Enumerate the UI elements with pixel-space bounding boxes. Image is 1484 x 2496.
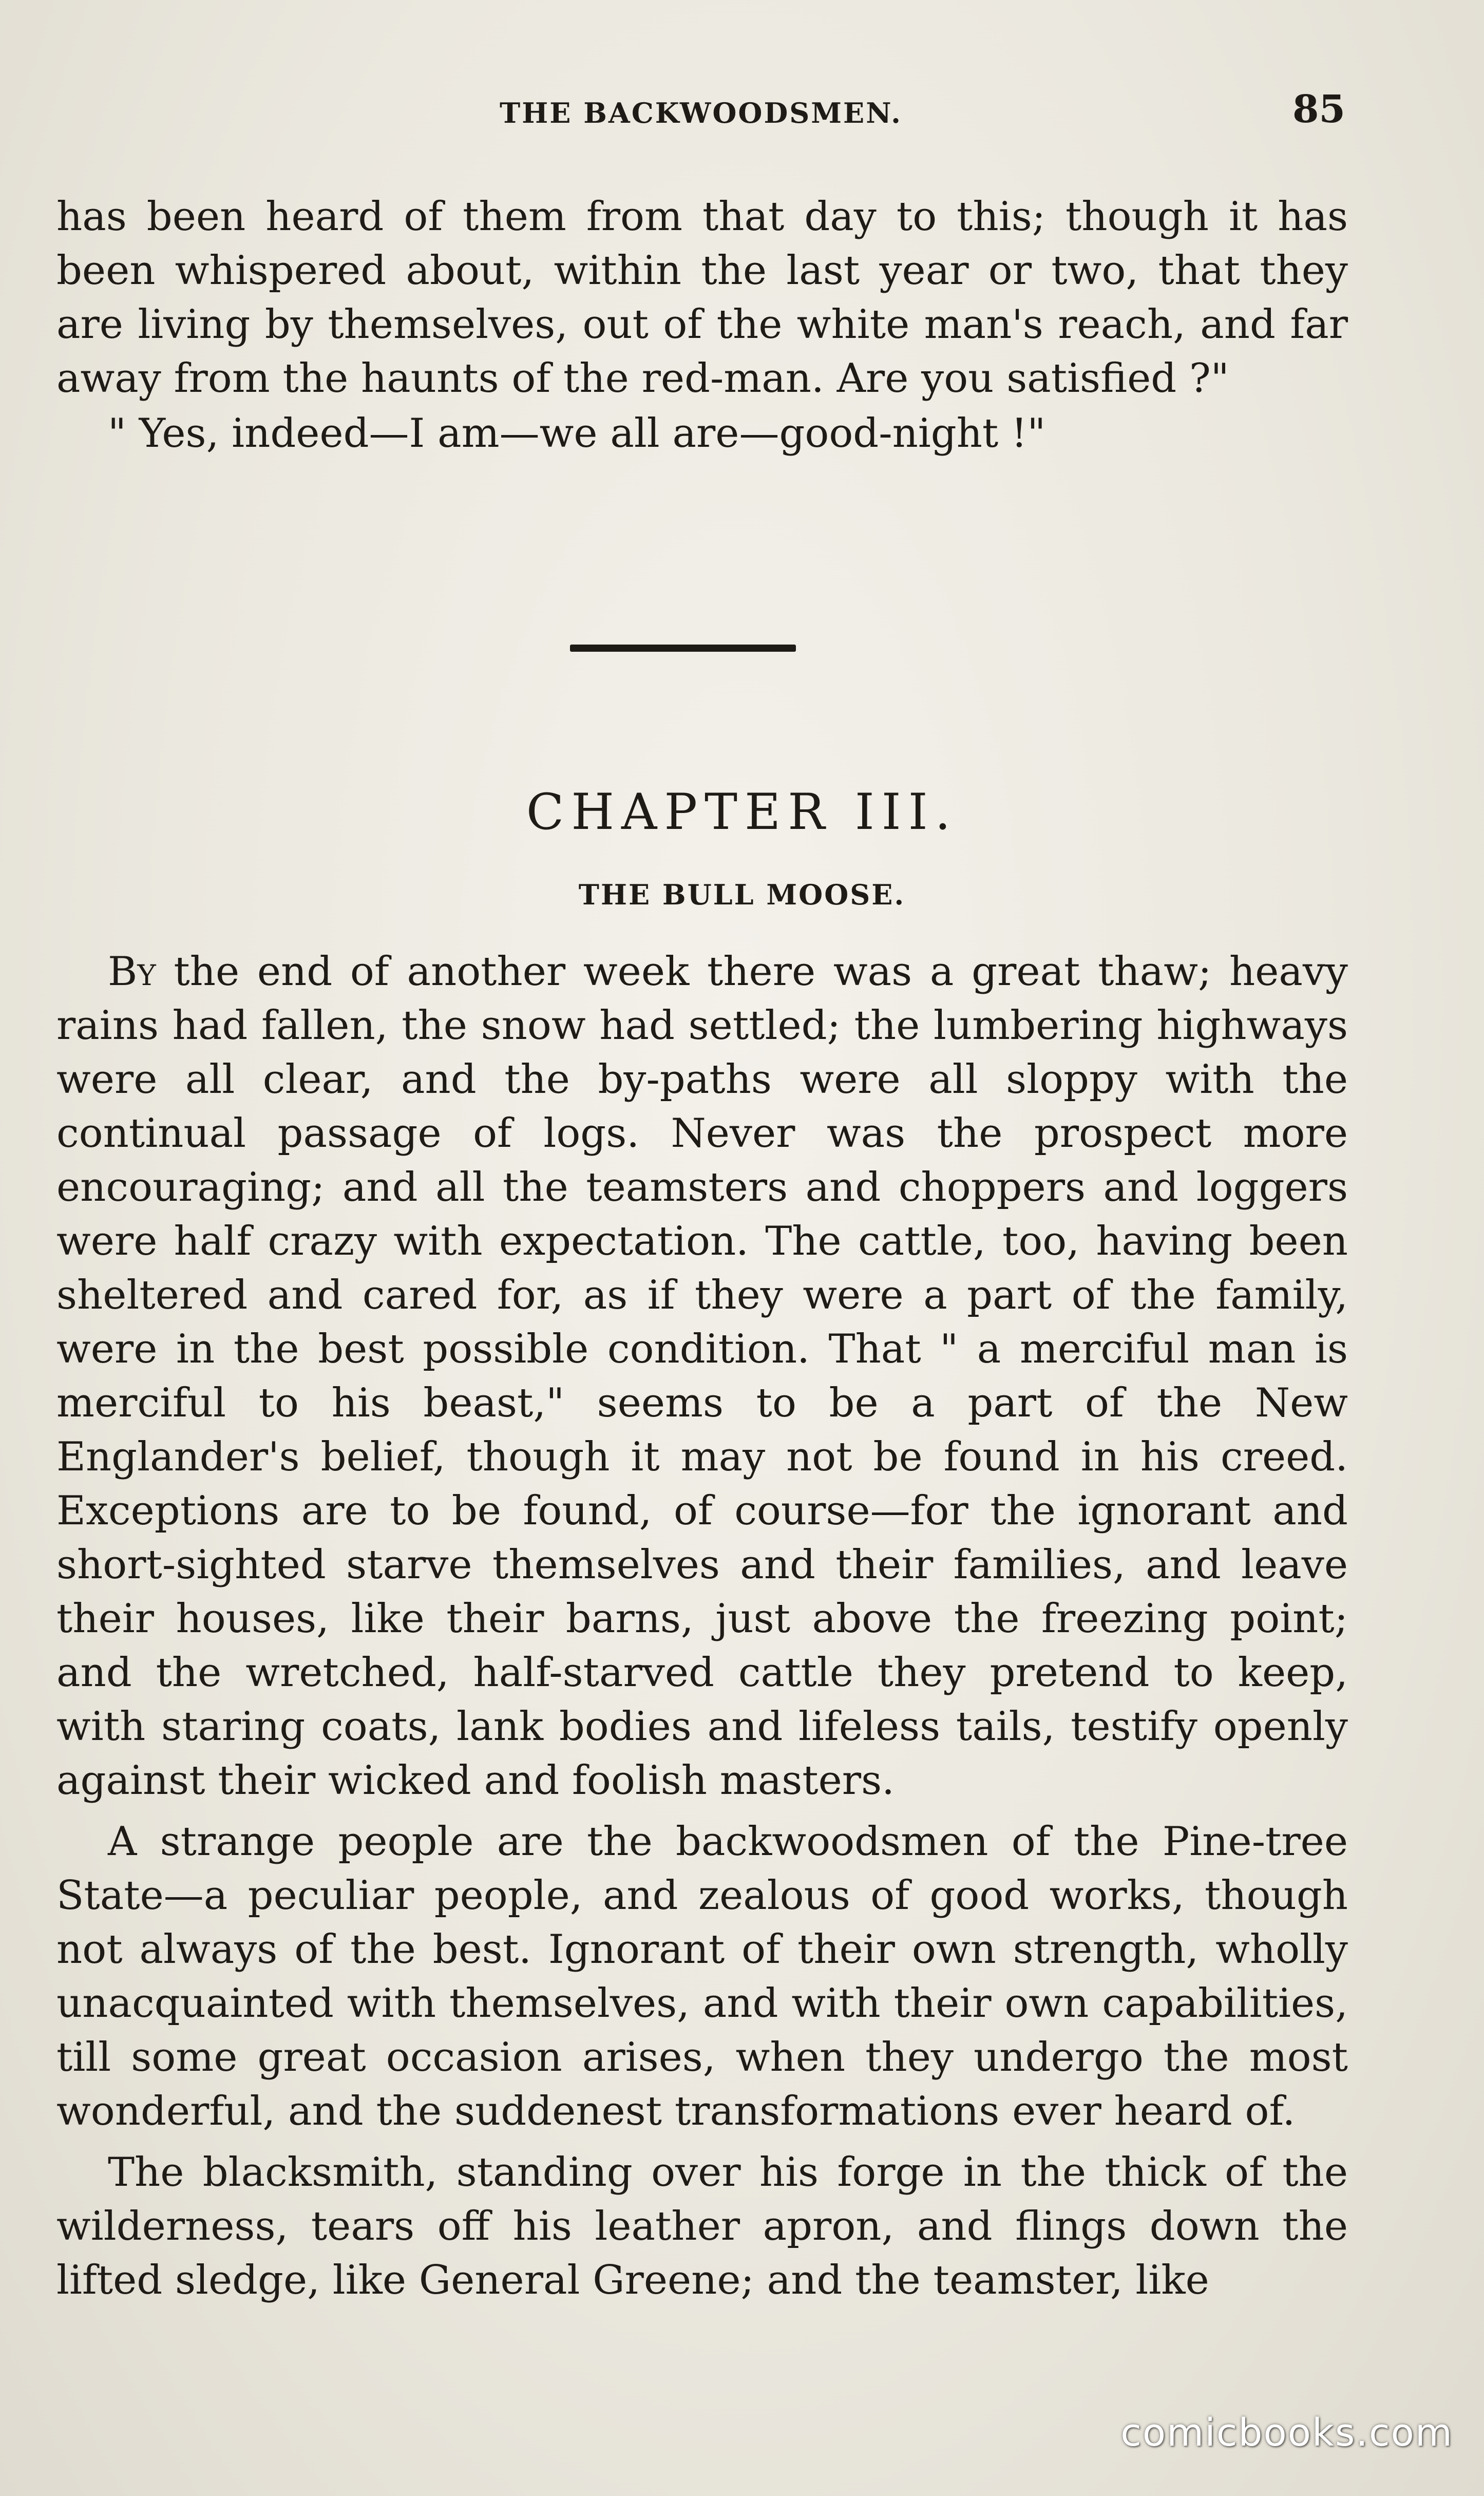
- chapter-subtitle: THE BULL MOOSE.: [578, 878, 906, 911]
- page-header: [56, 87, 1345, 149]
- page-number: 85: [1292, 87, 1345, 131]
- chapter-title: CHAPTER III.: [526, 783, 958, 841]
- continuation-paragraph: has been heard of them from that day to this; though it has been whispered about, within the last year or two, that they are living by themselves, out of the white man's reach, and far away from the haunts of the red-man. Are you satisfied ?": [56, 194, 1348, 402]
- section-divider: [570, 645, 796, 652]
- previous-chapter-ending: [56, 190, 1348, 461]
- watermark: comicbooks.com: [1120, 2411, 1453, 2455]
- paragraph-2: A strange people are the backwoodsmen of the Pine-tree State—a peculiar people, and zealous of good works, though not always of the best. Ignorant of their own strength, wholly unacquainted with themselves, and with their own capabilities, till some great occasion arises, when they undergo the most wonderful, and the suddenest transformations ever heard of.: [56, 1819, 1348, 2134]
- dialogue-line: " Yes, indeed—I am—we all are—good-night !": [108, 410, 1046, 457]
- paragraph-1: [56, 945, 1348, 1808]
- paragraph-1-text: the end of another week there was a great thaw; heavy rains had fallen, the snow had settled; the lumbering highways were all clear, and the by-paths were all sloppy with the continual passage of logs. Never was the prospect more encouraging; and all the teamsters and choppers and loggers were half crazy with expectation. The cattle, too, having been sheltered and cared for, as if they were a part of the family, were in the best possible condition. That " a merciful man is merciful to his beast," seems to be a part of the New Englander's belief, though it may not be found in his creed. Exceptions are to be found, of course—for the ignorant and short-sighted starve themselves and their families, and leave their houses, like their barns, just above the freezing point; and the wretched, half-starved cattle they pretend to keep, with staring coats, lank bodies and lifeless tails, testify openly against their wicked and foolish masters.: [56, 949, 1348, 1804]
- paragraph-3: The blacksmith, standing over his forge in the thick of the wilderness, tears off his leather apron, and flings down the lifted sledge, like General Greene; and the teamster, like: [56, 2149, 1348, 2303]
- paragraph-1-lead: By: [108, 949, 156, 995]
- running-title: THE BACKWOODSMEN.: [500, 97, 902, 129]
- chapter-body: [56, 945, 1348, 2315]
